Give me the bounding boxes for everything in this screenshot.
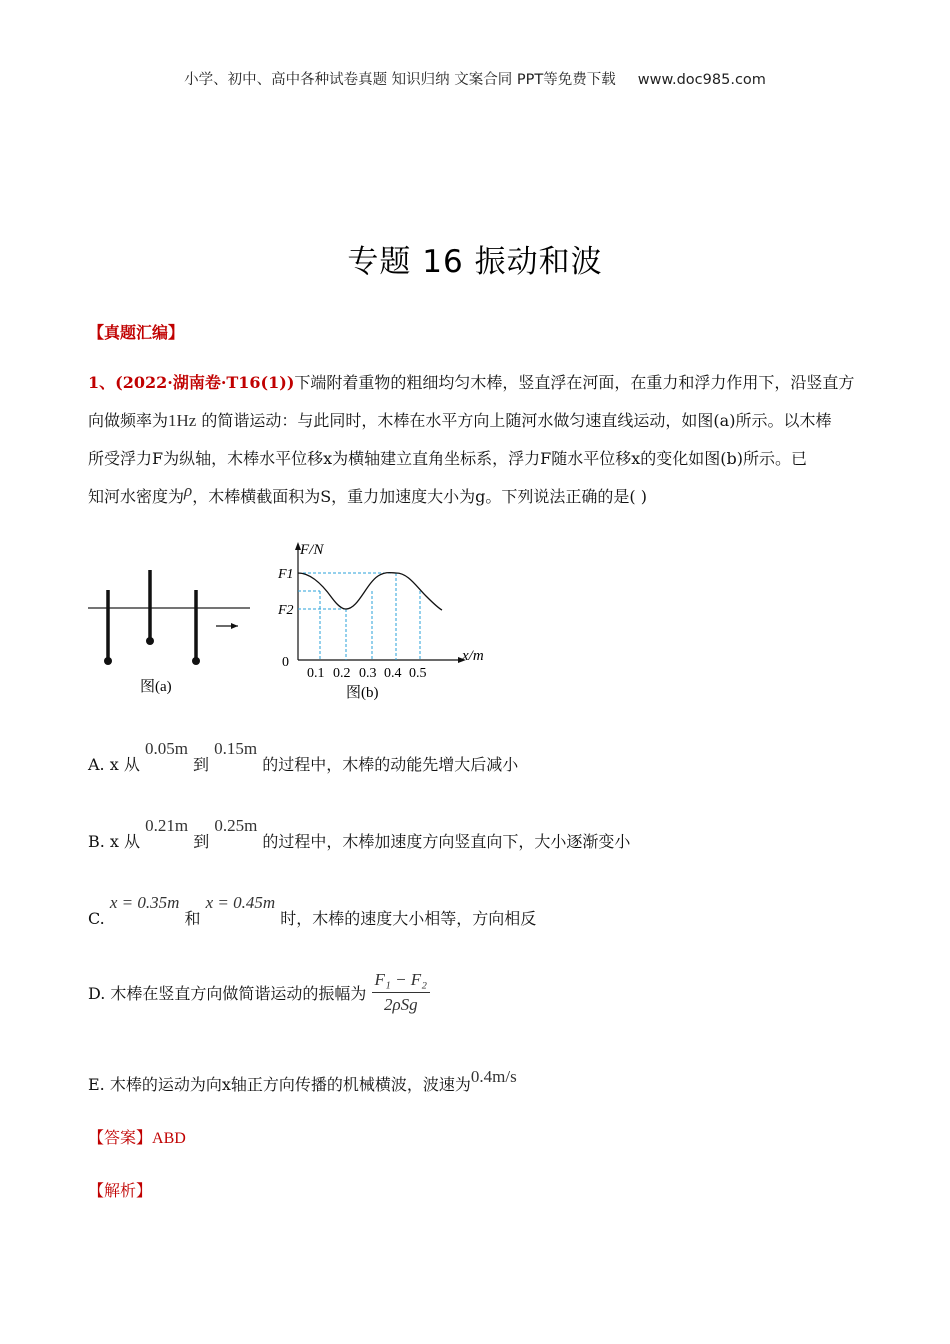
option-b-value-1: 0.21m [145,816,189,835]
answer [88,1125,186,1148]
option-b-value-2: 0.25m [214,816,258,835]
question-source: (2022·湖南卷·T16(1)) [115,373,295,392]
option-b-text: 的过程中，木棒加速度方向竖直向下，大小逐渐变小 [262,832,631,851]
guide-lines [298,573,420,660]
question-line-3: 所受浮力F为纵轴，木棒水平位移x为横轴建立直角坐标系，浮力F随水平位移x的变化如图(b)所示。已 [88,449,807,468]
tick-label-0.5: 0.5 [409,666,427,681]
section-heading: 【真题汇编】 [88,323,185,342]
question-line-1 [88,364,868,402]
tick-label-0.1: 0.1 [307,666,325,681]
option-a [88,739,519,775]
figure-b [270,536,500,706]
question-text-4a: 知河水密度为 [88,487,185,506]
question-line-2 [88,402,868,440]
option-d-prefix: D. 木棒在竖直方向做简谐运动的振幅为 [88,984,367,1003]
question-paragraph [88,364,868,516]
option-d [88,970,430,1015]
figure-a [88,560,258,700]
option-b [88,816,631,852]
tick-label-0.3: 0.3 [359,666,377,681]
header-text: 小学、初中、高中各种试卷真题 知识归纳 文案合同 PPT等免费下载 [184,72,616,88]
option-b-mid: 到 [193,832,210,851]
option-a-prefix: A. x 从 [88,755,140,774]
option-b-prefix: B. x 从 [88,832,141,851]
page-title: 专题 16 振动和波 [347,244,603,280]
figure-b-caption: 图(b) [346,685,379,701]
option-c-value-1: x = 0.35m [109,893,180,912]
option-c-mid: 和 [184,909,201,928]
option-e-prefix: E. 木棒的运动为向x轴正方向传播的机械横波，波速为 [88,1075,471,1094]
figure-a-caption: 图(a) [140,679,172,695]
option-c-text: 时，木棒的速度大小相等，方向相反 [280,909,537,928]
arrow-head-icon [231,623,238,629]
y-axis-label: F/N [300,542,324,558]
question-number: 1、 [88,373,116,392]
option-a-text: 的过程中，木棒的动能先增大后减小 [262,755,519,774]
option-e-value: 0.4m/s [470,1067,517,1086]
f1-label: F1 [278,567,294,582]
option-e [88,1067,517,1095]
rod-2-weight [146,637,154,645]
question-text-2b: 的简谐运动：与此同时，木棒在水平方向上随河水做匀速直线运动，如图(a)所示。以木棒 [196,411,832,430]
option-c-prefix: C. [88,909,105,928]
question-text-1: 下端附着重物的粗细均匀木棒，竖直浮在河面，在重力和浮力作用下，沿竖直方 [294,373,855,392]
option-c-value-2: x = 0.45m [205,893,276,912]
rod-3-weight [192,657,200,665]
page-header [0,68,950,89]
option-a-mid: 到 [193,755,210,774]
answer-value: ABD [152,1130,186,1147]
rho-symbol: ρ [184,481,193,500]
option-a-value-2: 0.15m [214,739,258,758]
fraction-denominator: 2ρSg [383,995,418,1014]
tick-label-0.2: 0.2 [333,666,351,681]
tick-label-0.4: 0.4 [384,666,402,681]
question-text-2a: 向做频率为 [88,411,169,430]
option-c [88,893,537,929]
header-site[interactable]: www.doc985.com [637,72,766,88]
f2-label: F2 [278,603,294,618]
question-line-4 [88,478,868,516]
origin-label: 0 [282,655,289,670]
rod-1-weight [104,657,112,665]
question-text-4b: ，木棒横截面积为S，重力加速度大小为g。下列说法正确的是( ) [192,487,647,506]
answer-label: 【答案】 [88,1128,153,1147]
frequency-value: 1Hz [168,411,197,430]
x-axis-label: x/m [462,648,484,664]
option-a-value-1: 0.05m [144,739,188,758]
fraction-numerator: F₁ − F₂ [372,970,431,993]
amplitude-fraction [372,970,431,1015]
analysis-label: 【解析】 [88,1181,153,1200]
